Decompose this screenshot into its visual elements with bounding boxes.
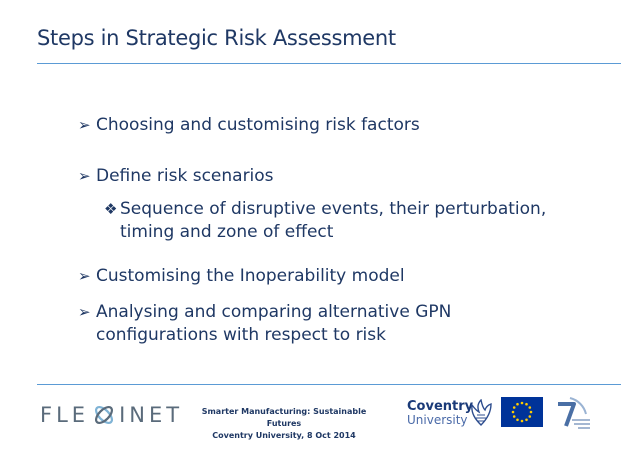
fp7-logo-icon (552, 394, 594, 432)
coventry-university-logo (407, 397, 492, 429)
eu-flag-icon (501, 397, 543, 427)
bullet-text: Define risk scenarios (96, 166, 274, 186)
flexinet-x-icon (91, 402, 117, 428)
coventry-line2: University (407, 413, 468, 427)
sub-bullet-text-line2: timing and zone of effect (120, 222, 334, 242)
footer-line1: Smarter Manufacturing: Sustainable Futures (201, 407, 367, 428)
bullet-text: Customising the Inoperability model (96, 266, 405, 286)
phoenix-icon (469, 399, 493, 427)
bullet-text-line1: Analysing and comparing alternative GPN (96, 302, 452, 322)
footer-divider (37, 384, 621, 385)
footer-line2: Coventry University, 8 Oct 2014 (212, 431, 356, 440)
flexinet-logo (40, 402, 183, 428)
footer-caption (194, 406, 374, 442)
bullet-text: Choosing and customising risk factors (96, 115, 420, 135)
arrow-bullet-icon: ➢ (78, 167, 91, 185)
logo-text-left: FLE (40, 403, 90, 427)
slide-title: Steps in Strategic Risk Assessment (37, 26, 396, 50)
arrow-bullet-icon: ➢ (78, 303, 91, 321)
sub-bullet-text-line1: Sequence of disruptive events, their perturbation, (120, 199, 547, 219)
arrow-bullet-icon: ➢ (78, 267, 91, 285)
eu-stars-icon (501, 397, 543, 427)
coventry-line1: Coventry (407, 399, 474, 414)
logo-text-right: INET (119, 403, 184, 427)
bullet-text-line2: configurations with respect to risk (96, 325, 386, 345)
arrow-bullet-icon: ➢ (78, 116, 91, 134)
diamond-bullet-icon: ❖ (104, 200, 118, 218)
